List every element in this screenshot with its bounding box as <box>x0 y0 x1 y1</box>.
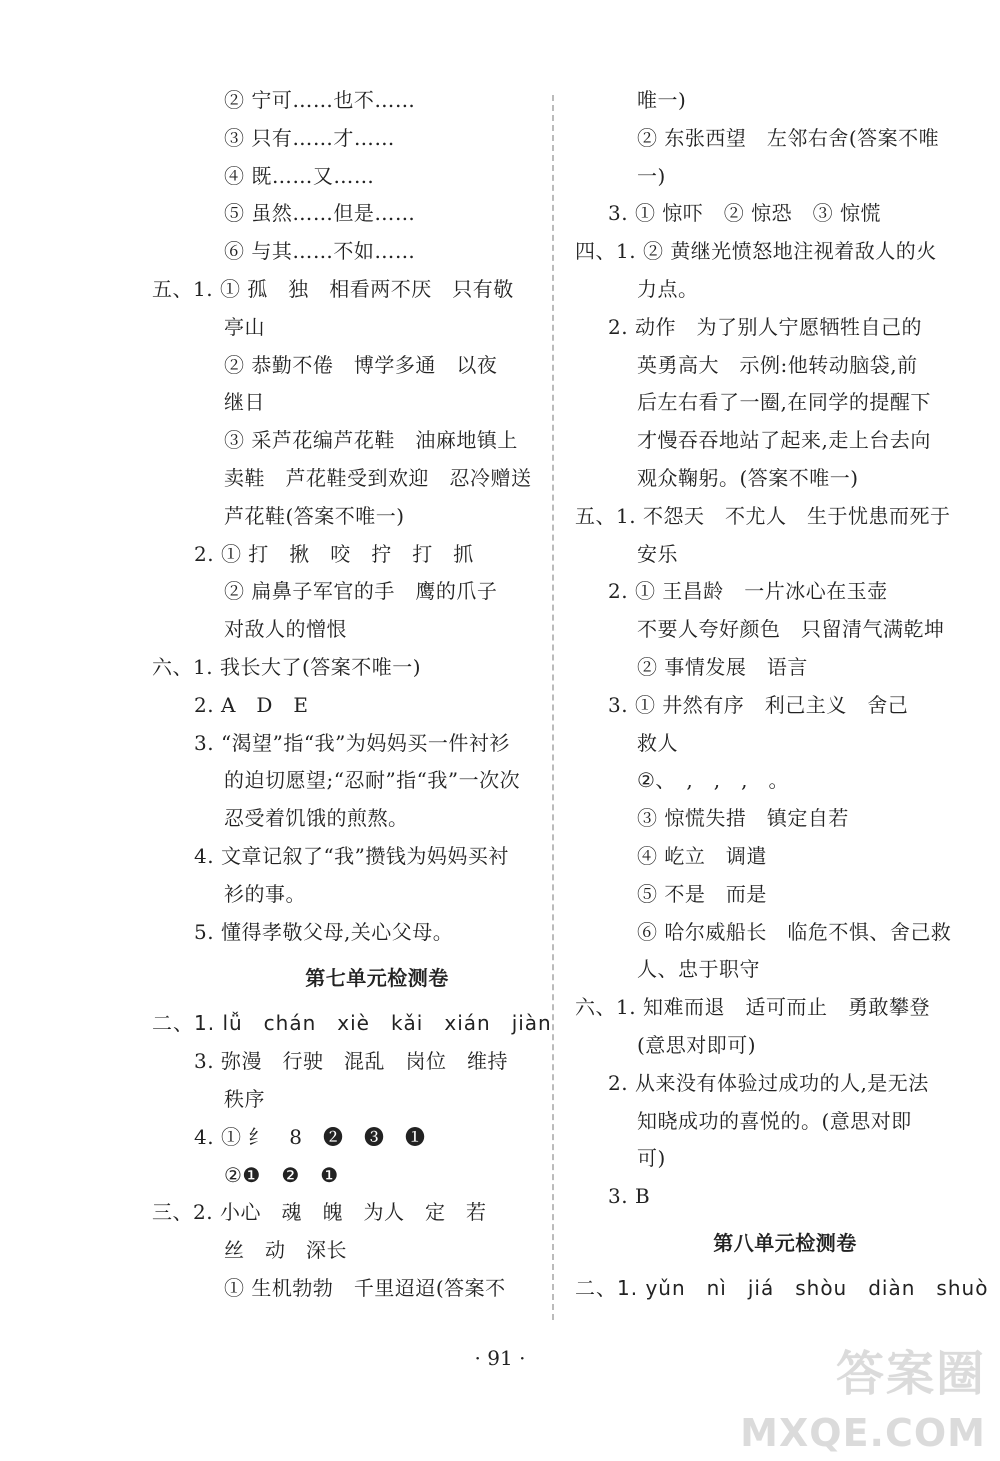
answer-line: ⑥ 哈尔威船长 临危不惧、舍己救 <box>637 919 952 944</box>
section-heading: 第七单元检测卷 <box>305 966 449 991</box>
answer-line: ② 事情发展 语言 <box>637 654 808 679</box>
answer-line: (意思对即可) <box>637 1032 757 1057</box>
left-column <box>152 82 552 1308</box>
answer-line: 二、1. lǚ chán xiè kǎi xián jiàn <box>152 1011 552 1036</box>
answer-line: ⑤ 虽然……但是…… <box>224 201 416 226</box>
watermark-url: MXQE.COM <box>740 1411 986 1455</box>
answer-line: ② 恭勤不倦 博学多通 以夜 <box>224 352 498 377</box>
answer-line: 三、2. 小心 魂 魄 为人 定 若 <box>152 1200 487 1225</box>
answer-line: ⑥ 与其……不如…… <box>224 239 416 264</box>
answer-line: 一) <box>637 163 666 188</box>
answer-line: ② 东张西望 左邻右舍(答案不唯 <box>637 125 940 150</box>
answer-line: 力点。 <box>637 276 699 301</box>
answer-line: 对敌人的憎恨 <box>224 617 347 642</box>
answer-line: 芦花鞋(答案不唯一) <box>224 503 405 528</box>
answer-line: 四、1. ② 黄继光愤怒地注视着敌人的火 <box>575 239 937 264</box>
answer-line: ② 宁可……也不…… <box>224 88 416 112</box>
answer-line: 2. A D E <box>194 692 309 717</box>
answer-line: 知晓成功的喜悦的。(意思对即 <box>637 1108 912 1133</box>
answer-line: 3. 弥漫 行驶 混乱 岗位 维持 <box>194 1049 508 1074</box>
answer-line: 亭山 <box>224 314 265 339</box>
answer-line: 才慢吞吞地站了起来,走上台去向 <box>637 428 931 453</box>
answer-line: 4. 文章记叙了“我”攒钱为妈妈买衬 <box>194 843 509 868</box>
answer-line: ① 生机勃勃 千里迢迢(答案不 <box>224 1275 506 1300</box>
answer-line: 可) <box>637 1146 666 1171</box>
answer-line: 不要人夸好颜色 只留清气满乾坤 <box>637 617 945 642</box>
section-heading: 第八单元检测卷 <box>713 1230 857 1255</box>
answer-line: 3. “渴望”指“我”为妈妈买一件衬衫 <box>194 730 510 755</box>
answer-line: 五、1. ① 孤 独 相看两不厌 只有敬 <box>152 276 514 301</box>
answer-line: 3. ① 惊吓 ② 惊恐 ③ 惊慌 <box>608 201 882 226</box>
answer-line: ② 扁鼻子军官的手 鹰的爪子 <box>224 579 498 604</box>
answer-line: 六、1. 知难而退 适可而止 勇敢攀登 <box>575 995 930 1020</box>
answer-line: 卖鞋 芦花鞋受到欢迎 忍冷赠送 <box>224 465 532 490</box>
right-column <box>575 82 989 1308</box>
answer-line: ③ 惊慌失措 镇定自若 <box>637 806 849 831</box>
answer-line: 继日 <box>224 390 265 415</box>
answer-line: 二、1. yǔn nì jiá shòu diàn shuò <box>575 1275 989 1300</box>
answer-line: 2. 动作 为了别人宁愿牺牲自己的 <box>608 314 922 339</box>
answer-line: 2. ① 王昌龄 一片冰心在玉壶 <box>608 579 888 604</box>
column-divider <box>552 95 554 1320</box>
answer-line: 六、1. 我长大了(答案不唯一) <box>152 654 422 679</box>
answer-line: 救人 <box>637 730 678 755</box>
answer-line: 后左右看了一圈,在同学的提醒下 <box>637 390 931 415</box>
answer-line: 4. ① 纟 8 ❷ ❸ ❶ <box>194 1124 426 1149</box>
answer-line: 5. 懂得孝敬父母,关心父母。 <box>194 919 454 944</box>
answer-line: 的迫切愿望;“忍耐”指“我”一次次 <box>224 768 521 793</box>
answer-line: ④ 屹立 调遣 <box>637 843 767 868</box>
answer-line: 衫的事。 <box>224 881 306 906</box>
answer-line: 观众鞠躬。(答案不唯一) <box>637 465 859 490</box>
answer-line: ③ 只有……才…… <box>224 125 395 150</box>
answer-line: ⑤ 不是 而是 <box>637 881 767 906</box>
answer-line: 忍受着饥饿的煎熬。 <box>224 806 409 831</box>
answer-line: 3. B <box>608 1184 651 1209</box>
answer-line: 丝 动 深长 <box>224 1238 347 1263</box>
answer-line: 英勇高大 示例:他转动脑袋,前 <box>637 352 918 377</box>
answer-line: 2. ① 打 揪 咬 拧 打 抓 <box>194 541 474 566</box>
answer-line: 3. ① 井然有序 利己主义 舍己 <box>608 692 909 717</box>
answer-line: 五、1. 不怨天 不尤人 生于忧患而死于 <box>575 503 951 528</box>
watermark-logo-text: 答案圈 <box>835 1346 986 1402</box>
answer-line: ②、 , , , 。 <box>637 768 790 793</box>
answer-line: 秩序 <box>224 1086 265 1111</box>
page-number: · 91 · <box>474 1346 526 1370</box>
answer-line: 2. 从来没有体验过成功的人,是无法 <box>608 1070 929 1095</box>
answer-line: 人、忠于职守 <box>637 957 760 982</box>
answer-line: 唯一) <box>637 88 687 112</box>
answer-line: 安乐 <box>637 541 678 566</box>
answer-line: ③ 采芦花编芦花鞋 油麻地镇上 <box>224 428 518 453</box>
answer-line: ④ 既……又…… <box>224 163 375 188</box>
answer-line: ②❶ ❷ ❶ <box>224 1162 339 1187</box>
watermark-logo <box>740 1335 986 1455</box>
